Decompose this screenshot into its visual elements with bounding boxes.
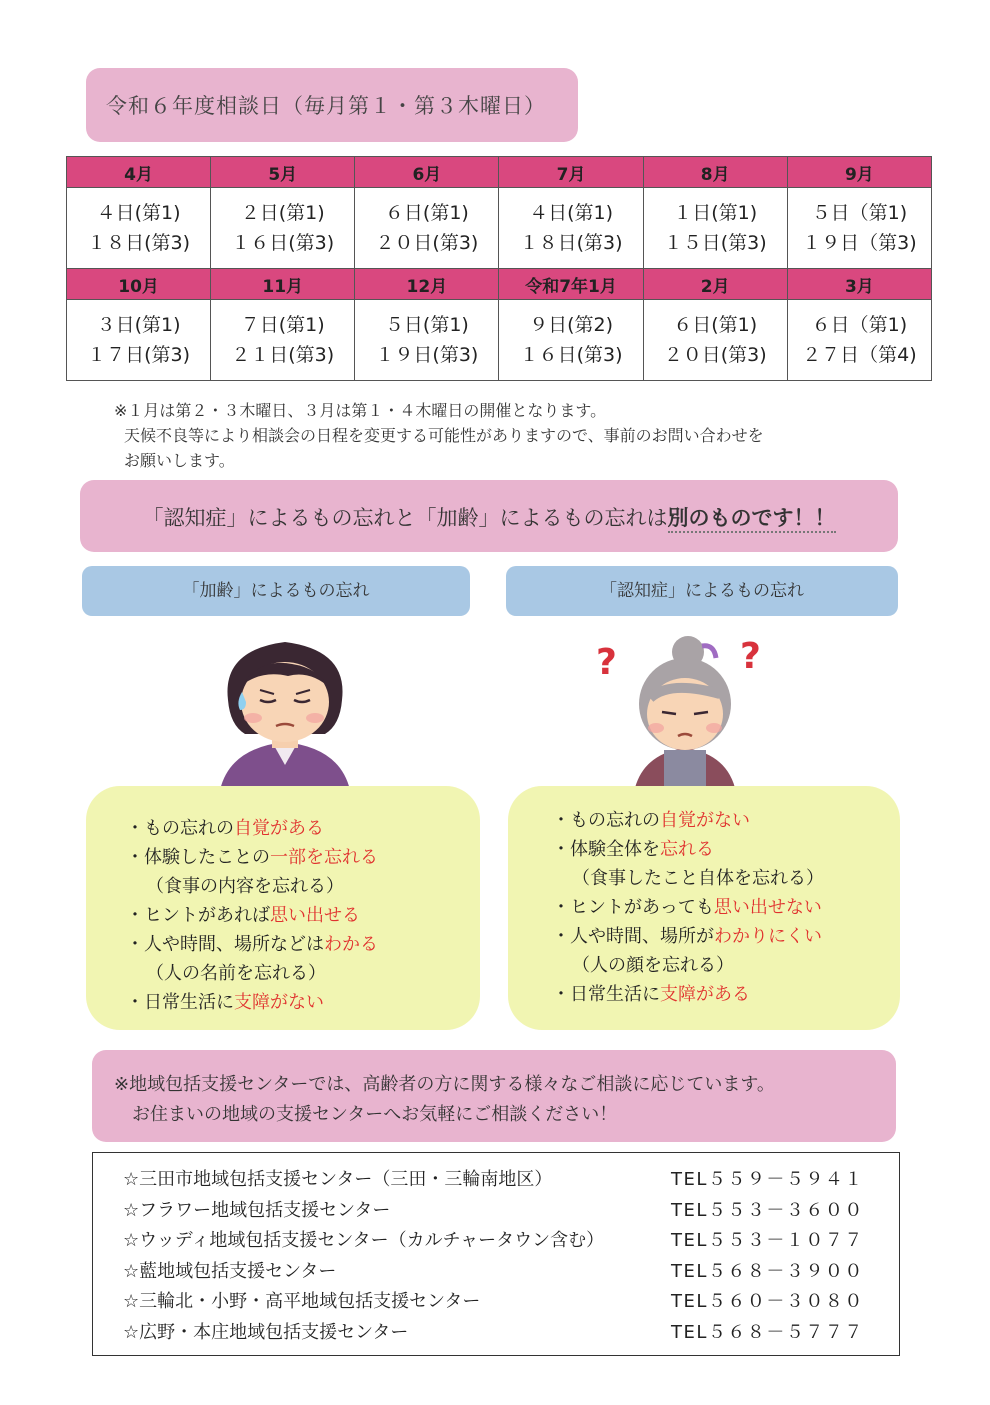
month-header: 11月: [211, 269, 355, 300]
center-name: ☆フラワー地域包括支援センター: [123, 1199, 391, 1221]
consultation-date: １８日(第3): [87, 232, 191, 254]
consultation-date: ６日(第1): [673, 314, 758, 336]
list-item-text: （人の名前を忘れる）: [146, 963, 326, 984]
month-header: 8月: [643, 157, 787, 188]
list-item: [552, 951, 824, 980]
center-phone: TEL５６０－３０８０: [671, 1291, 864, 1312]
consultation-date: １９日(第3): [375, 344, 479, 366]
consultation-date: ６日(第1): [384, 202, 469, 224]
dementia-heading: 「認知症」によるもの忘れ: [506, 566, 898, 616]
consultation-dates: [499, 300, 643, 381]
dementia-forgetfulness-list: [508, 786, 900, 1030]
month-header: 令和7年1月: [499, 269, 643, 300]
list-item-text: ・ヒントがあれば: [126, 905, 270, 926]
list-item-emphasis: 自覚がない: [660, 810, 750, 831]
consultation-dates: [643, 300, 787, 381]
list-item-emphasis: 思い出せない: [713, 897, 822, 918]
consultation-date: ２０日(第3): [663, 344, 767, 366]
banner-emphasis: 別のものです！！: [668, 506, 836, 533]
confused-grandmother-illustration: [590, 632, 780, 792]
list-item-emphasis: わかる: [324, 934, 378, 955]
banner-text: [80, 502, 898, 532]
note-line: お願いします。: [124, 451, 235, 470]
consultation-date: １６日(第3): [519, 344, 623, 366]
month-header: 12月: [355, 269, 499, 300]
center-name: ☆広野・本庄地域包括支援センター: [123, 1321, 409, 1343]
consultation-date: ３日(第1): [96, 314, 181, 336]
consultation-date: １５日(第3): [663, 232, 767, 254]
center-phone: TEL５６８－３９００: [671, 1260, 864, 1282]
list-item-emphasis: 支障がない: [234, 992, 324, 1013]
aging-heading: 「加齢」によるもの忘れ: [82, 566, 470, 616]
list-item-text: ・体験したことの: [126, 847, 270, 868]
consultation-date: ５日(第1): [384, 314, 469, 336]
center-phone: TEL５６８－５７７７: [671, 1321, 864, 1343]
month-header: 9月: [787, 157, 931, 188]
note-line: 天候不良等により相談会の日程を変更する可能性がありますので、事前のお問い合わせを: [124, 426, 764, 445]
list-item: [552, 893, 824, 922]
month-header: 7月: [499, 157, 643, 188]
consultation-dates: [211, 188, 355, 269]
list-item-emphasis: 支障がある: [660, 984, 750, 1005]
list-item: [126, 988, 378, 1017]
month-header: 10月: [67, 269, 211, 300]
consultation-dates: [67, 300, 211, 381]
consultation-dates: [355, 300, 499, 381]
title-box: [86, 68, 578, 142]
consultation-date: ６日（第1): [811, 314, 908, 336]
page-title: 令和６年度相談日（毎月第１・第３木曜日）: [106, 94, 546, 118]
consultation-date: ５日（第1): [811, 202, 908, 224]
center-row: [123, 1226, 879, 1256]
consultation-date: １８日(第3): [519, 232, 623, 254]
consultation-date: ７日(第1): [240, 314, 325, 336]
list-item-text: （食事の内容を忘れる）: [146, 876, 344, 897]
list-item: [126, 959, 378, 988]
list-item-text: ・もの忘れの: [552, 810, 660, 831]
center-name: ☆藍地域包括支援センター: [123, 1260, 337, 1282]
list-item-emphasis: 一部を忘れる: [270, 847, 378, 868]
list-item-text: ・ヒントがあっても: [552, 897, 714, 918]
consultation-dates: [499, 188, 643, 269]
list-item: [552, 922, 824, 951]
month-header: 5月: [211, 157, 355, 188]
worried-woman-illustration: [190, 630, 380, 790]
consultation-date: ２０日(第3): [375, 232, 479, 254]
list-item-text: （食事したこと自体を忘れる）: [572, 868, 824, 889]
center-row: [123, 1257, 879, 1287]
center-row: [123, 1318, 879, 1348]
center-phone: TEL５５３－１０７７: [671, 1230, 864, 1251]
consultation-date: １６日(第3): [231, 232, 335, 254]
consultation-date: ２１日(第3): [231, 344, 335, 366]
center-row: [123, 1287, 879, 1317]
list-item-emphasis: 自覚がある: [234, 818, 324, 839]
center-row: [123, 1196, 879, 1226]
consultation-dates: [643, 188, 787, 269]
list-item-text: ・人や時間、場所などは: [126, 934, 324, 955]
comparison-banner: [80, 480, 898, 552]
consultation-date: ９日(第2): [529, 314, 613, 336]
consultation-dates: [355, 188, 499, 269]
list-item: [126, 901, 378, 930]
month-header: 4月: [67, 157, 211, 188]
list-item: [552, 980, 824, 1009]
support-line-1: ※地域包括支援センターでは、高齢者の方に関する様々なご相談に応じています。: [114, 1074, 775, 1095]
support-center-directory: [92, 1152, 900, 1356]
list-item-text: ・体験全体を: [552, 839, 660, 860]
consultation-dates: [211, 300, 355, 381]
list-item: [126, 930, 378, 959]
list-item: [552, 806, 824, 835]
list-item-text: ・日常生活に: [126, 992, 234, 1013]
list-item-text: ・人や時間、場所が: [552, 926, 714, 947]
list-item-emphasis: 忘れる: [660, 839, 714, 860]
banner-main: 「認知症」によるもの忘れと「加齢」によるもの忘れは: [142, 506, 668, 530]
center-name: ☆三輪北・小野・高平地域包括支援センター: [123, 1291, 481, 1312]
consultation-date: ４日(第1): [96, 202, 181, 224]
consultation-date: １日(第1): [673, 202, 758, 224]
aging-forgetfulness-list: [86, 786, 480, 1030]
month-header: 3月: [787, 269, 931, 300]
month-header: 6月: [355, 157, 499, 188]
consultation-date: ２７日（第4): [802, 344, 917, 366]
list-item: [552, 864, 824, 893]
list-item: [126, 814, 378, 843]
center-phone: TEL５５３－３６００: [671, 1199, 864, 1221]
question-mark-icon: ?: [596, 642, 617, 683]
question-mark-icon: ?: [740, 636, 761, 677]
consultation-date: ４日(第1): [529, 202, 613, 224]
center-phone: TEL５５９－５９４１: [671, 1169, 864, 1190]
schedule-notes: [114, 398, 764, 473]
center-name: ☆三田市地域包括支援センター（三田・三輪南地区）: [123, 1169, 553, 1190]
consultation-date: ２日(第1): [240, 202, 325, 224]
list-item-emphasis: 思い出せる: [270, 905, 360, 926]
note-line: ※１月は第２・３木曜日、３月は第１・４木曜日の開催となります。: [114, 401, 607, 420]
consultation-date: １９日（第3): [802, 232, 917, 254]
consultation-dates: [67, 188, 211, 269]
list-item: [126, 872, 378, 901]
list-item-text: （人の顔を忘れる）: [572, 955, 734, 976]
consultation-dates: [787, 188, 931, 269]
center-row: [123, 1165, 879, 1195]
center-name: ☆ウッディ地域包括支援センター（カルチャータウン含む）: [123, 1230, 605, 1251]
schedule-table: [66, 156, 932, 381]
list-item-text: ・もの忘れの: [126, 818, 234, 839]
list-item-text: ・日常生活に: [552, 984, 660, 1005]
support-line-2: お住まいの地域の支援センターへお気軽にご相談ください！: [132, 1104, 618, 1125]
list-item-emphasis: わかりにくい: [714, 926, 822, 947]
list-item: [126, 843, 378, 872]
consultation-date: １７日(第3): [87, 344, 191, 366]
month-header: 2月: [643, 269, 787, 300]
support-center-note: [92, 1050, 896, 1142]
consultation-dates: [787, 300, 931, 381]
list-item: [552, 835, 824, 864]
